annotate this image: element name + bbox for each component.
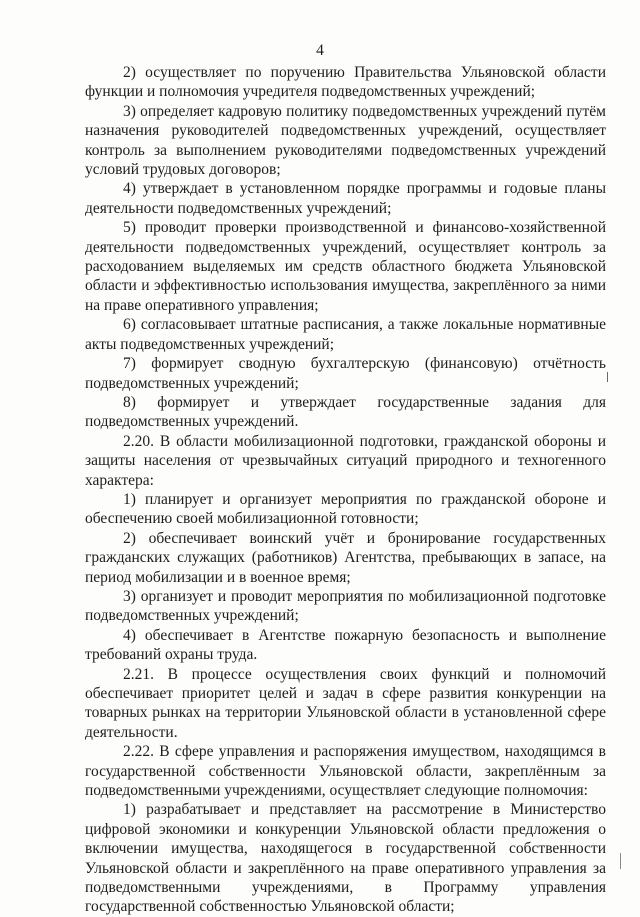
paragraph-4: 4) утверждает в установленном порядке программы и годовые планы деятельности подведомственных учреждений;: [85, 180, 606, 217]
paragraph-2: 2) осуществляет по поручению Правительства Ульяновской области функции и полномочия учредителя подведомственных учреждений;: [85, 64, 606, 101]
section-2-20: 2.20. В области мобилизационной подготовки, гражданской обороны и защиты населения от чрезвычайных ситуаций природного и техногенного характера:: [85, 432, 606, 489]
section-2-22-item-1: 1) разрабатывает и представляет на рассмотрение в Министерство цифровой экономики и конкуренции Ульяновской области предложения о включении имущества, находящегося в государственной собственности Ульяновской области и закреплённого на праве оперативного управления за подведомственными учреждениями, в Программу управления государственной собственностью Ульяновской области;: [85, 801, 606, 916]
section-2-22: 2.22. В сфере управления и распоряжения имуществом, находящимся в государственной собственности Ульяновской области, закреплённым за подведомственными учреждениями, осуществляет следующие полномочия:: [85, 743, 606, 800]
paragraph-7: 7) формирует сводную бухгалтерскую (финансовую) отчётность подведомственных учреждений;: [85, 355, 606, 392]
edge-mark: [620, 853, 621, 869]
section-2-20-item-4: 4) обеспечивает в Агентстве пожарную безопасность и выполнение требований охраны труда.: [85, 626, 606, 664]
section-2-21: 2.21. В процессе осуществления своих функций и полномочий обеспечивает приоритет целей и задач в сфере развития конкуренции на товарных рынках на территории Ульяновской области в установленной сфере деятельности.: [85, 665, 606, 741]
paragraph-5: 5) проводит проверки производственной и финансово-хозяйственной деятельности подведомственных учреждений, осуществляет контроль за расходованием выделяемых им средств областного бюджета Ульяновской области и эффективностью использования имущества, закреплённого за ними на праве оперативного управления;: [85, 219, 606, 314]
margin-mark: [607, 372, 608, 382]
page-number: 4: [316, 42, 324, 59]
paragraph-3: 3) определяет кадровую политику подведомственных учреждений путём назначения руководителей подведомственных учреждений, осуществляет контроль за выполнением руководителями подведомственных учреждений условий трудовых договоров;: [85, 102, 606, 179]
section-2-20-item-1: 1) планирует и организует мероприятия по гражданской обороне и обеспечению своей мобилизационной готовности;: [85, 490, 606, 528]
paragraph-8: 8) формирует и утверждает государственные задания для подведомственных учреждений.: [85, 393, 606, 431]
section-2-20-item-3: 3) организует и проводит мероприятия по мобилизационной подготовке подведомственных учреждений;: [85, 587, 606, 625]
document-body: [85, 63, 606, 917]
paragraph-6: 6) согласовывает штатные расписания, а также локальные нормативные акты подведомственных учреждений;: [85, 316, 606, 353]
section-2-20-item-2: 2) обеспечивает воинский учёт и бронирование государственных гражданских служащих (работников) Агентства, пребывающих в запасе, на период мобилизации и в военное время;: [85, 529, 606, 586]
